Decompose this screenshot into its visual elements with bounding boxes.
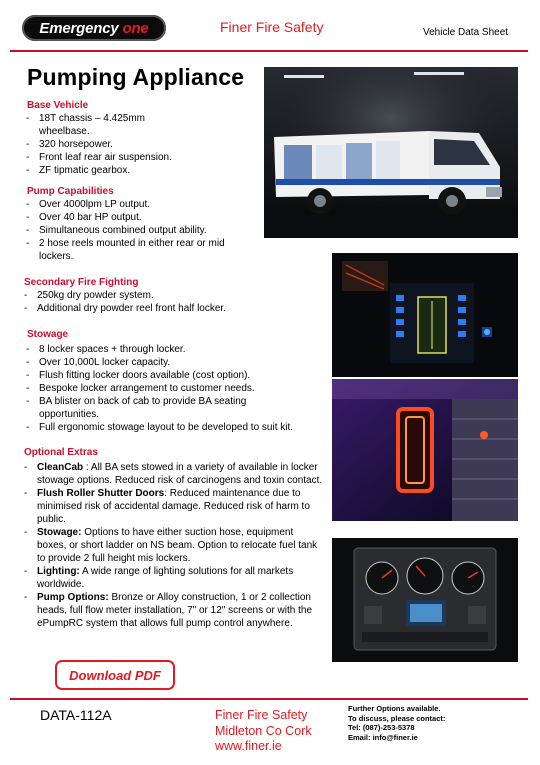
- list-item: - Over 10,000L locker capacity.: [26, 356, 327, 369]
- rear-light-photo: [332, 379, 518, 521]
- section-stowage: [27, 329, 327, 434]
- list-item: - Pump Options: Bronze or Alloy construction, 1 or 2 collection heads, full flow meter installation, 7" or 12" screens or with the ePumpRC system that allows full pump control anywhere.: [24, 591, 324, 630]
- list-item: - 18T chassis – 4.425mm wheelbase.: [26, 112, 259, 138]
- emergency-one-logo: [22, 15, 166, 41]
- footer-contact-block: [348, 704, 445, 742]
- list-item: - Over 40 bar HP output.: [26, 211, 255, 224]
- header-company-name: Finer Fire Safety: [220, 19, 324, 35]
- list-item: - BA blister on back of cab to provide BA seating opportunities.: [26, 395, 327, 421]
- section-pump-capabilities: [27, 186, 255, 263]
- list-item: - Bespoke locker arrangement to customer needs.: [26, 382, 327, 395]
- contact-line: To discuss, please contact:: [348, 713, 446, 723]
- logo-text-accent: one: [122, 19, 149, 37]
- list-item: - 250kg dry powder system.: [24, 289, 324, 302]
- list-item: - ZF tipmatic gearbox.: [26, 164, 259, 177]
- section-optional-extras: [24, 447, 324, 630]
- footer-company-address: Midleton Co Cork: [215, 723, 312, 738]
- section-heading: Base Vehicle: [27, 100, 89, 111]
- section-heading: Secondary Fire Fighting: [24, 277, 139, 288]
- list-item: - Full ergonomic stowage layout to be developed to suit kit.: [26, 421, 327, 434]
- list-item: - Additional dry powder reel front half locker.: [24, 302, 324, 315]
- section-base-vehicle: [27, 100, 259, 177]
- list-item: - Simultaneous combined output ability.: [26, 224, 255, 237]
- document-type: Vehicle Data Sheet: [423, 27, 509, 38]
- list-item: - Front leaf rear air suspension.: [26, 151, 259, 164]
- contact-phone: Tel: (087)-253-5378: [348, 723, 415, 732]
- footer-company-block: [215, 708, 312, 755]
- header-divider: [10, 50, 528, 52]
- control-panel-photo: [332, 253, 518, 377]
- page-title: Pumping Appliance: [27, 64, 245, 90]
- footer-company-name: Finer Fire Safety: [215, 708, 308, 722]
- list-item: - Flush Roller Shutter Doors: Reduced maintenance due to minimised risk of accidental damage. Reduced risk of harm to public.: [24, 487, 324, 526]
- footer-divider: [10, 698, 528, 700]
- contact-email[interactable]: Email: info@finer.ie: [348, 732, 418, 742]
- section-secondary-fire-fighting: [24, 277, 324, 315]
- logo-text-main: Emergency: [39, 19, 119, 37]
- download-pdf-button[interactable]: [55, 660, 175, 690]
- footer-website-link[interactable]: www.finer.ie: [215, 739, 282, 753]
- download-pdf-label: Download PDF: [69, 667, 161, 683]
- list-item: - 320 horsepower.: [26, 138, 259, 151]
- list-item: - Stowage: Options to have either suction hose, equipment boxes, or short ladder on NS beam. Option to relocate fuel tank to provide 2 full height mis lockers.: [24, 526, 324, 565]
- list-item: - Flush fitting locker doors available (cost option).: [26, 369, 327, 382]
- fire-truck-photo: [264, 67, 518, 238]
- list-item: - Lighting: A wide range of lighting solutions for all markets worldwide.: [24, 565, 324, 591]
- section-heading: Optional Extras: [24, 447, 98, 458]
- list-item: - CleanCab : All BA sets stowed in a variety of available in locker stowage options. Reduced risk of carcinogens and toxin contact.: [24, 461, 324, 487]
- document-code: DATA-112A: [40, 707, 112, 723]
- list-item: - 8 locker spaces + through locker.: [26, 343, 327, 356]
- section-heading: Pump Capabilities: [27, 186, 114, 197]
- list-item: - 2 hose reels mounted in either rear or mid lockers.: [26, 237, 255, 263]
- pump-gauges-photo: [332, 538, 518, 662]
- section-heading: Stowage: [27, 329, 69, 340]
- contact-line: Further Options available.: [348, 704, 441, 713]
- list-item: - Over 4000lpm LP output.: [26, 198, 255, 211]
